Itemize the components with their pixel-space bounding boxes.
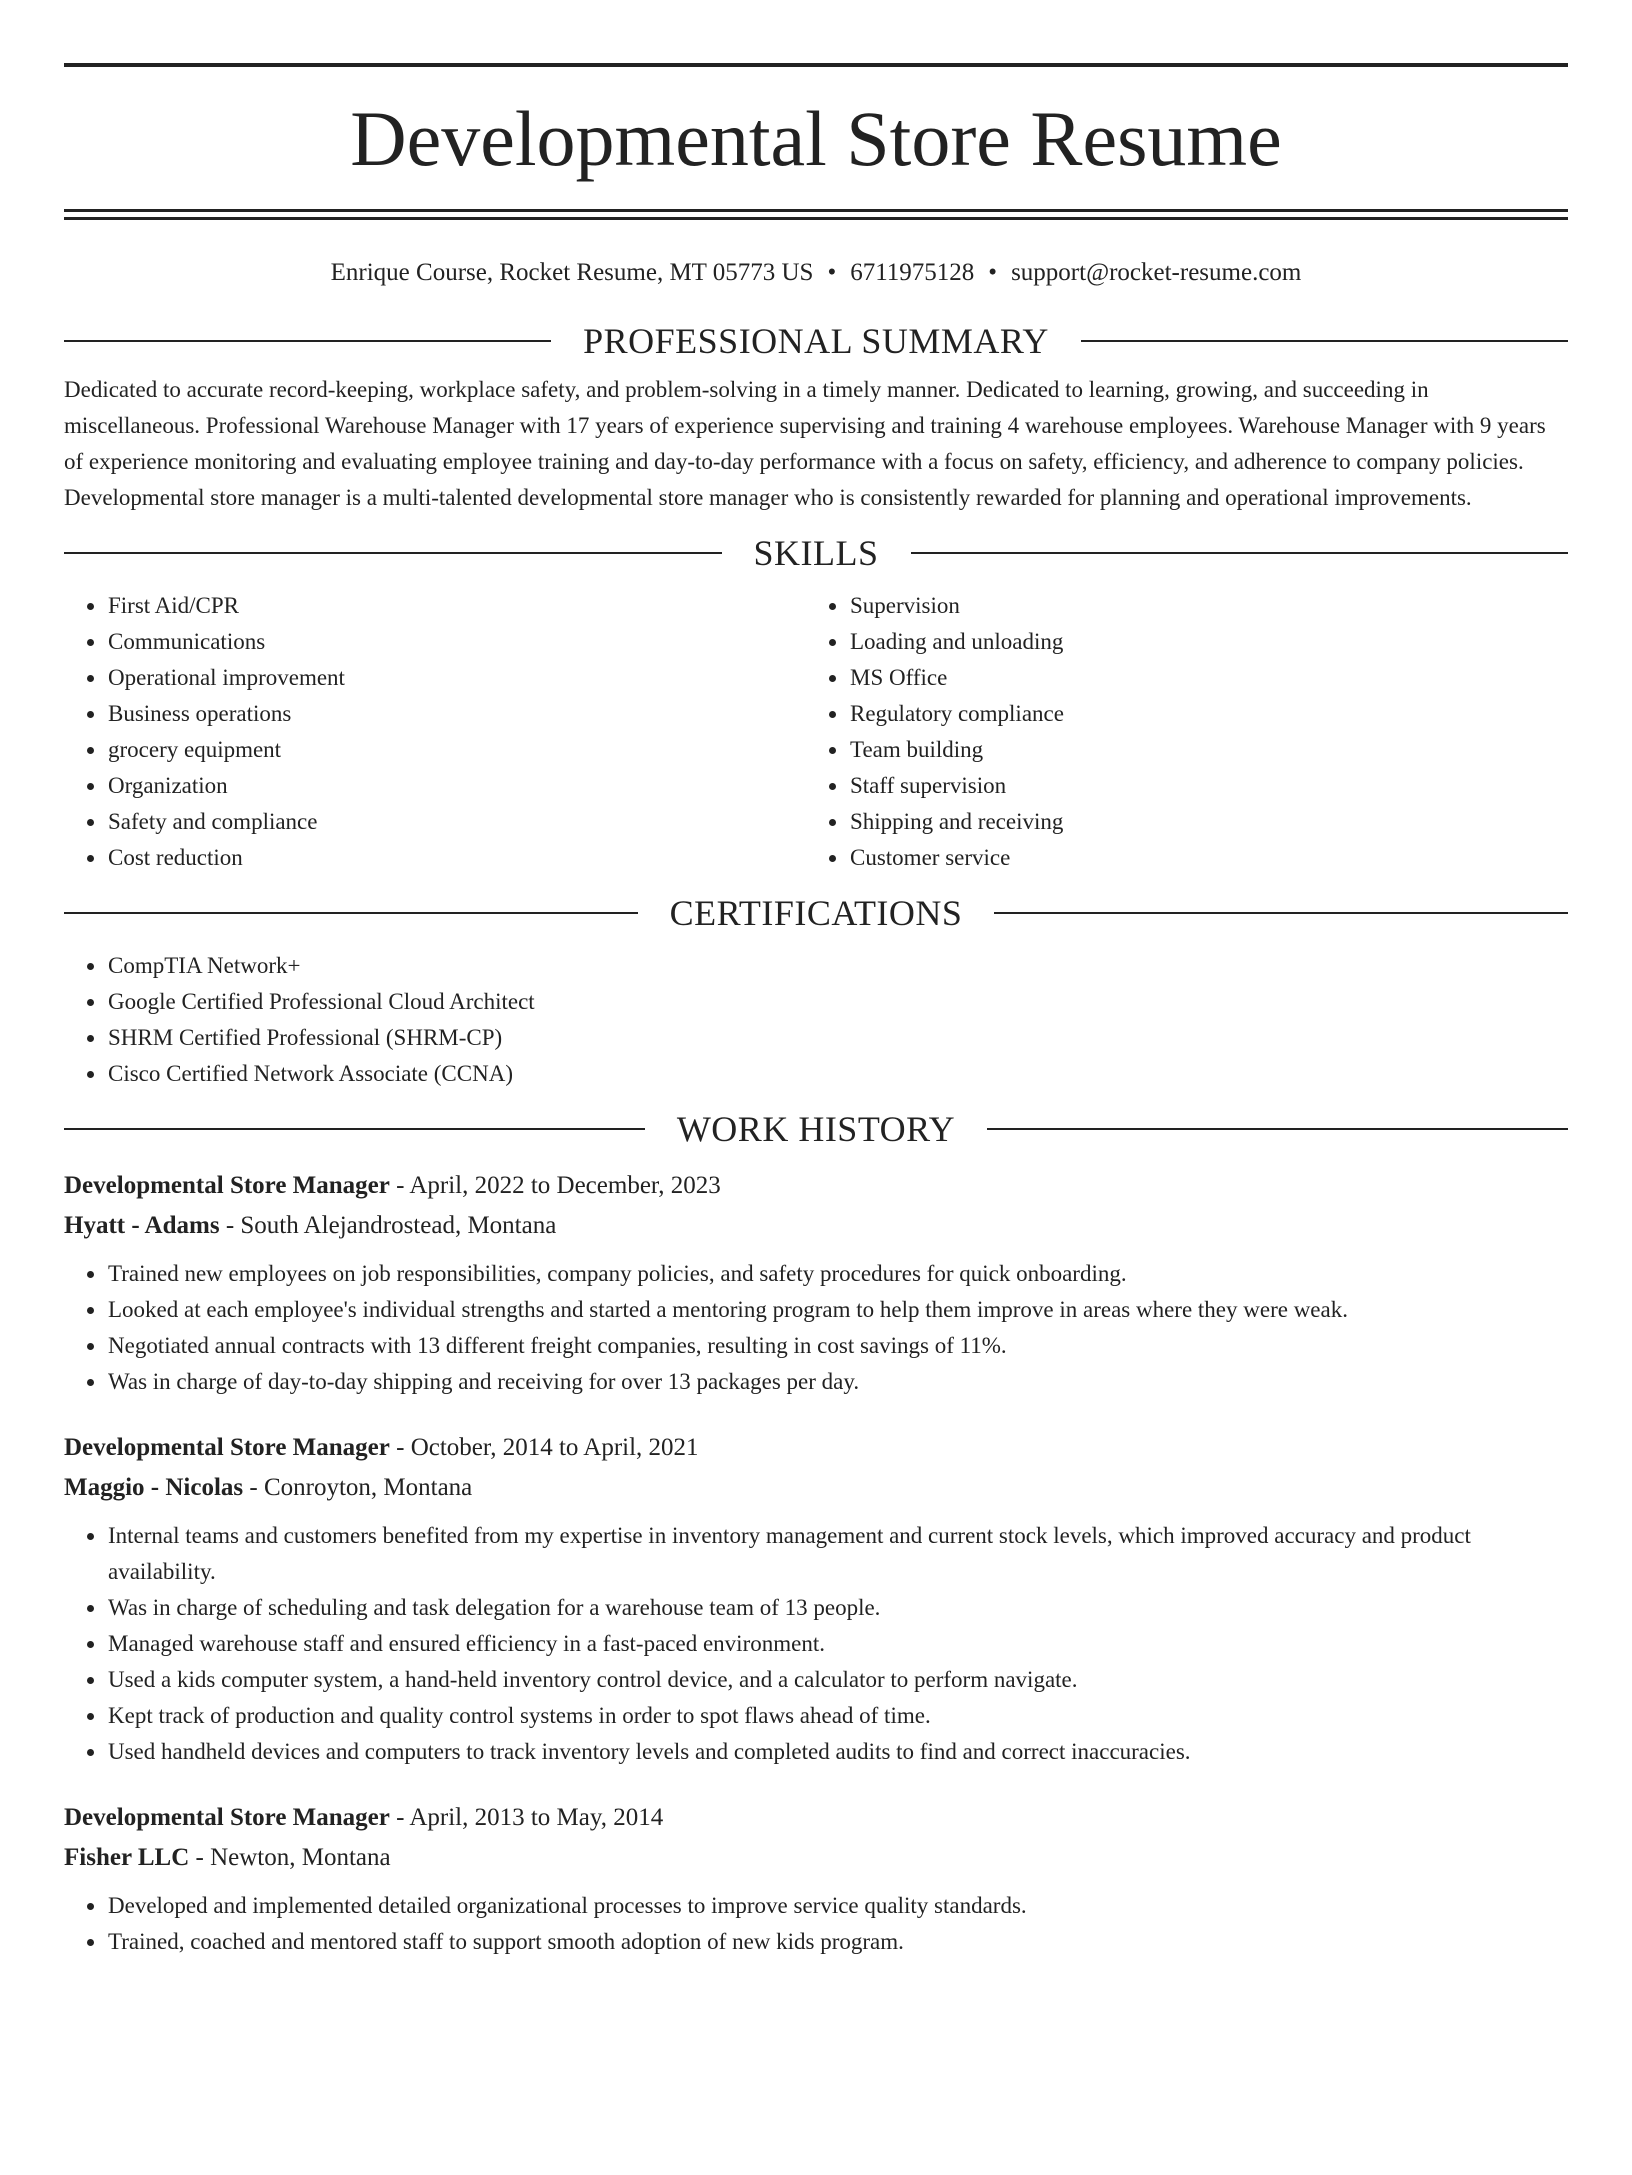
job-dash: -: [389, 1172, 410, 1199]
job-bullets: [64, 1888, 1568, 1960]
resume-page: [0, 63, 1632, 2175]
job-title: Developmental Store Manager: [64, 1434, 390, 1461]
job-bullet: • Managed warehouse staff and ensured efficiency in a fast-paced environment.: [107, 1626, 1568, 1662]
header-top-rule: [64, 63, 1568, 67]
job-location: Conroyton, Montana: [263, 1474, 473, 1501]
job-bullet: • Internal teams and customers benefited from my expertise in inventory management and current stock levels, which improved accuracy and product availability.: [107, 1518, 1568, 1590]
job-entry: [64, 1798, 1568, 1960]
job-dates: April, 2022 to December, 2023: [409, 1172, 721, 1199]
heading-rule: [911, 552, 1569, 554]
skill-item: • grocery equipment: [107, 732, 806, 768]
skill-item: • MS Office: [849, 660, 1548, 696]
contact-separator: •: [988, 259, 998, 286]
job-dash: -: [189, 1844, 211, 1871]
work-heading: WORK HISTORY: [676, 1109, 956, 1149]
contact-separator: •: [827, 259, 837, 286]
skill-item: • Loading and unloading: [849, 624, 1548, 660]
skill-item: • Team building: [849, 732, 1548, 768]
job-bullet: • Trained new employees on job responsibilities, company policies, and safety procedures for quick onboarding.: [107, 1256, 1568, 1292]
contact-phone[interactable]: 6711975128: [850, 259, 975, 286]
skill-item: • Customer service: [849, 840, 1548, 876]
job-company: Hyatt - Adams: [64, 1212, 220, 1239]
header-double-rule: [64, 209, 1568, 220]
job-bullet: • Looked at each employee's individual strengths and started a mentoring program to help them improve in areas where they were weak.: [107, 1292, 1568, 1328]
section-heading-summary: [64, 318, 1568, 364]
certifications-list: [64, 948, 1568, 1092]
skill-item: • Safety and compliance: [107, 804, 806, 840]
skill-item: • First Aid/CPR: [107, 588, 806, 624]
heading-rule: [64, 552, 722, 554]
job-entry: [64, 1428, 1568, 1770]
job-dates: October, 2014 to April, 2021: [410, 1434, 699, 1461]
job-dates: April, 2013 to May, 2014: [409, 1804, 664, 1831]
job-bullet: • Kept track of production and quality control systems in order to spot flaws ahead of time.: [107, 1698, 1568, 1734]
section-heading-certifications: [64, 890, 1568, 936]
job-location: South Alejandrostead, Montana: [240, 1212, 557, 1239]
job-bullet: • Developed and implemented detailed organizational processes to improve service quality standards.: [107, 1888, 1568, 1924]
job-bullet: • Was in charge of day-to-day shipping and receiving for over 13 packages per day.: [107, 1364, 1568, 1400]
certification-item: • CompTIA Network+: [107, 948, 1568, 984]
contact-line: [64, 258, 1568, 288]
summary-heading: PROFESSIONAL SUMMARY: [583, 321, 1049, 361]
job-location: Newton, Montana: [210, 1844, 391, 1871]
job-company: Maggio - Nicolas: [64, 1474, 244, 1501]
skill-item: • Staff supervision: [849, 768, 1548, 804]
heading-rule: [64, 1128, 645, 1130]
skill-item: • Shipping and receiving: [849, 804, 1548, 840]
skill-item: • Supervision: [849, 588, 1548, 624]
job-bullets: [64, 1256, 1568, 1400]
job-company: Fisher LLC: [64, 1844, 190, 1871]
job-company-line: [64, 1206, 1568, 1246]
certification-item: • SHRM Certified Professional (SHRM-CP): [107, 1020, 1568, 1056]
section-heading-work: [64, 1106, 1568, 1152]
resume-title: Developmental Store Resume: [350, 95, 1282, 182]
skill-item: • Operational improvement: [107, 660, 806, 696]
heading-rule: [64, 340, 551, 342]
job-title-line: [64, 1428, 1568, 1468]
job-company-line: [64, 1468, 1568, 1508]
job-title: Developmental Store Manager: [64, 1172, 390, 1199]
job-title: Developmental Store Manager: [64, 1804, 390, 1831]
summary-text: Dedicated to accurate record-keeping, workplace safety, and problem-solving in a timely manner. Dedicated to learning, growing, and succeeding in miscellaneous. Professional Warehouse Manager with 17 years of experience supervising and training 4 warehouse employees. Warehouse Manager with 9 years of experience monitoring and evaluating employee training and day-to-day performance with a focus on safety, efficiency, and adherence to company policies. Developmental store manager is a multi-talented developmental store manager who is consistently rewarded for planning and operational improvements.: [64, 377, 1546, 510]
heading-rule: [1081, 340, 1568, 342]
job-title-line: [64, 1166, 1568, 1206]
job-dash: -: [219, 1212, 241, 1239]
job-company-line: [64, 1838, 1568, 1878]
certifications-block: [64, 948, 1568, 1092]
skills-list-left: [64, 588, 806, 876]
job-bullet: • Trained, coached and mentored staff to support smooth adoption of new kids program.: [107, 1924, 1568, 1960]
job-dash: -: [389, 1804, 410, 1831]
skills-column-right: [806, 588, 1548, 876]
job-bullet: • Used a kids computer system, a hand-held inventory control device, and a calculator to perform navigate.: [107, 1662, 1568, 1698]
heading-rule: [64, 912, 638, 914]
job-bullet: • Used handheld devices and computers to track inventory levels and completed audits to find and correct inaccuracies.: [107, 1734, 1568, 1770]
contact-email[interactable]: support@rocket-resume.com: [1011, 259, 1302, 286]
job-title-line: [64, 1798, 1568, 1838]
job-dash: -: [243, 1474, 264, 1501]
job-entry: [64, 1166, 1568, 1400]
heading-rule: [987, 1128, 1568, 1130]
certification-item: • Cisco Certified Network Associate (CCNA): [107, 1056, 1568, 1092]
contact-address: Enrique Course, Rocket Resume, MT 05773 US: [330, 259, 814, 286]
skill-item: • Organization: [107, 768, 806, 804]
skill-item: • Business operations: [107, 696, 806, 732]
job-dash: -: [389, 1434, 411, 1461]
skills-grid: [64, 588, 1568, 876]
heading-rule: [994, 912, 1568, 914]
job-bullet: • Negotiated annual contracts with 13 different freight companies, resulting in cost savings of 11%.: [107, 1328, 1568, 1364]
certification-item: • Google Certified Professional Cloud Architect: [107, 984, 1568, 1020]
skills-column-left: [64, 588, 806, 876]
skill-item: • Regulatory compliance: [849, 696, 1548, 732]
skills-heading: SKILLS: [753, 533, 879, 573]
certifications-heading: CERTIFICATIONS: [669, 893, 963, 933]
skills-list-right: [806, 588, 1548, 876]
job-bullets: [64, 1518, 1568, 1770]
skill-item: • Communications: [107, 624, 806, 660]
section-heading-skills: [64, 530, 1568, 576]
work-history-list: [64, 1166, 1568, 1960]
job-bullet: • Was in charge of scheduling and task delegation for a warehouse team of 13 people.: [107, 1590, 1568, 1626]
skill-item: • Cost reduction: [107, 840, 806, 876]
